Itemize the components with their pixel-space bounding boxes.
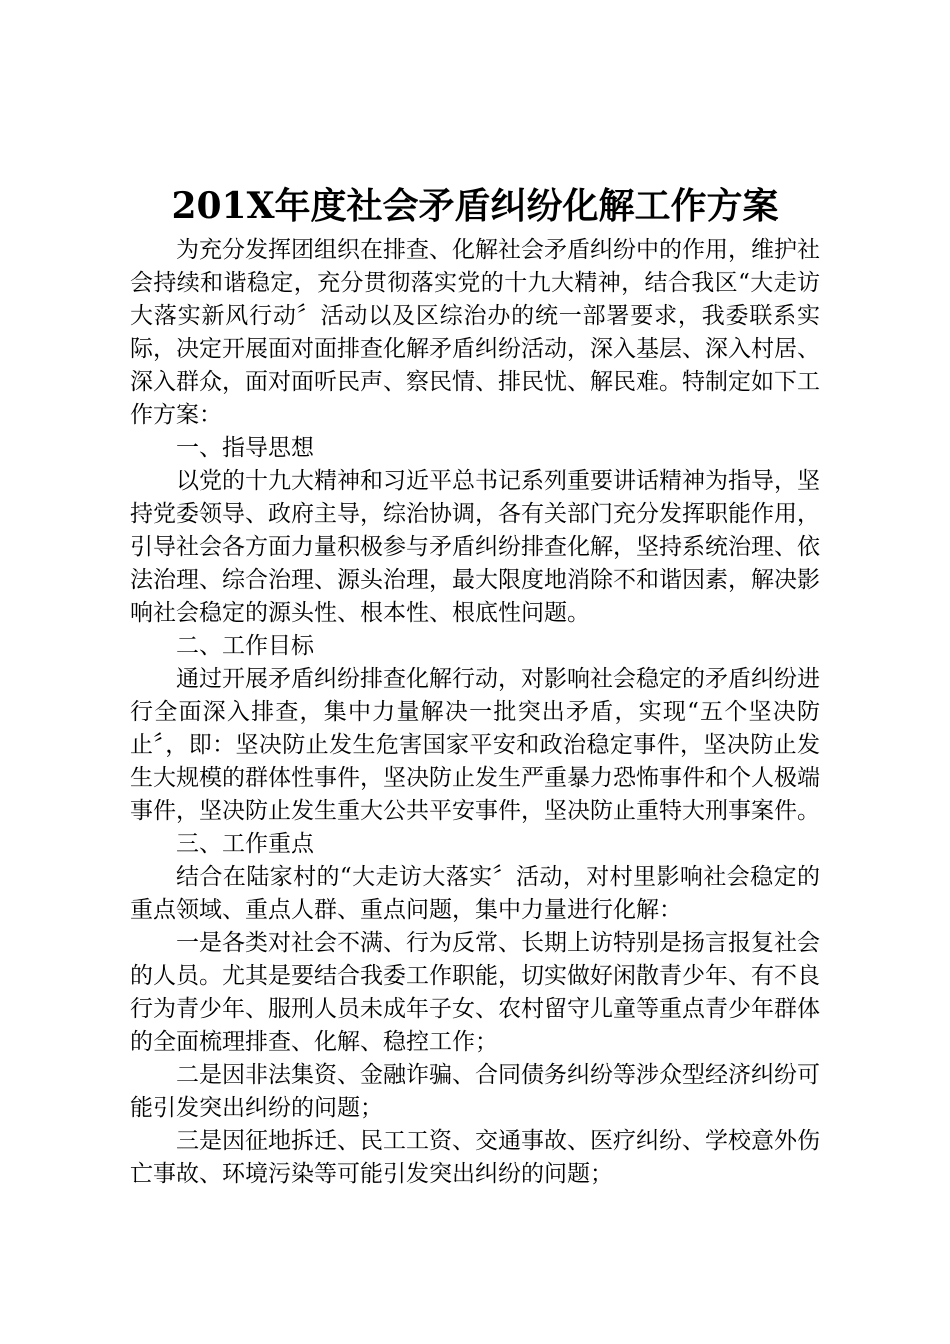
focus-item-3: 三是因征地拆迁、民工工资、交通事故、医疗纠纷、学校意外伤亡事故、环境污染等可能引发突出纠纷的问题； (130, 1128, 820, 1187)
intro-paragraph: 为充分发挥团组织在排查、化解社会矛盾纠纷中的作用，维护社会持续和谐稳定，充分贯彻落实党的十九大精神，结合我区“大走访大落实新风行动〞活动以及区综治办的统一部署要求，我委联系实际，决定开展面对面排查化解矛盾纠纷活动，深入基层、深入村居、深入群众，面对面听民声、察民情、排民忧、解民难。特制定如下工作方案： (130, 237, 820, 428)
section-heading-work-goals: 二、工作目标 (176, 633, 314, 659)
focus-item-1: 一是各类对社会不满、行为反常、长期上访特别是扬言报复社会的人员。尤其是要结合我委工作职能，切实做好闲散青少年、有不良行为青少年、服刑人员未成年子女、农村留守儿童等重点青少年群体的全面梳理排查、化解、稳控工作； (130, 930, 820, 1055)
guiding-ideology-paragraph: 以党的十九大精神和习近平总书记系列重要讲话精神为指导，坚持党委领导、政府主导，综治协调，各有关部门充分发挥职能作用，引导社会各方面力量积极参与矛盾纠纷排查化解，坚持系统治理、依法治理、综合治理、源头治理，最大限度地消除不和谐因素，解决影响社会稳定的源头性、根本性、根底性问题。 (130, 468, 820, 626)
document-body (130, 234, 820, 1191)
focus-item-2: 二是因非法集资、金融诈骗、合同债务纠纷等涉众型经济纠纷可能引发突出纠纷的问题； (130, 1062, 820, 1121)
work-focus-paragraph: 结合在陆家村的“大走访大落实〞活动，对村里影响社会稳定的重点领域、重点人群、重点问题，集中力量进行化解： (130, 864, 820, 923)
section-heading-work-focus: 三、工作重点 (176, 831, 314, 857)
section-heading-guiding-ideology: 一、指导思想 (176, 435, 314, 461)
work-goals-paragraph: 通过开展矛盾纠纷排查化解行动，对影响社会稳定的矛盾纠纷进行全面深入排查，集中力量解决一批突出矛盾，实现“五个坚决防止〞，即：坚决防止发生危害国家平安和政治稳定事件，坚决防止发生大规模的群体性事件，坚决防止发生严重暴力恐怖事件和个人极端事件，坚决防止发生重大公共平安事件，坚决防止重特大刑事案件。 (130, 666, 820, 824)
document-title: 201X年度社会矛盾纠纷化解工作方案 (171, 185, 779, 227)
